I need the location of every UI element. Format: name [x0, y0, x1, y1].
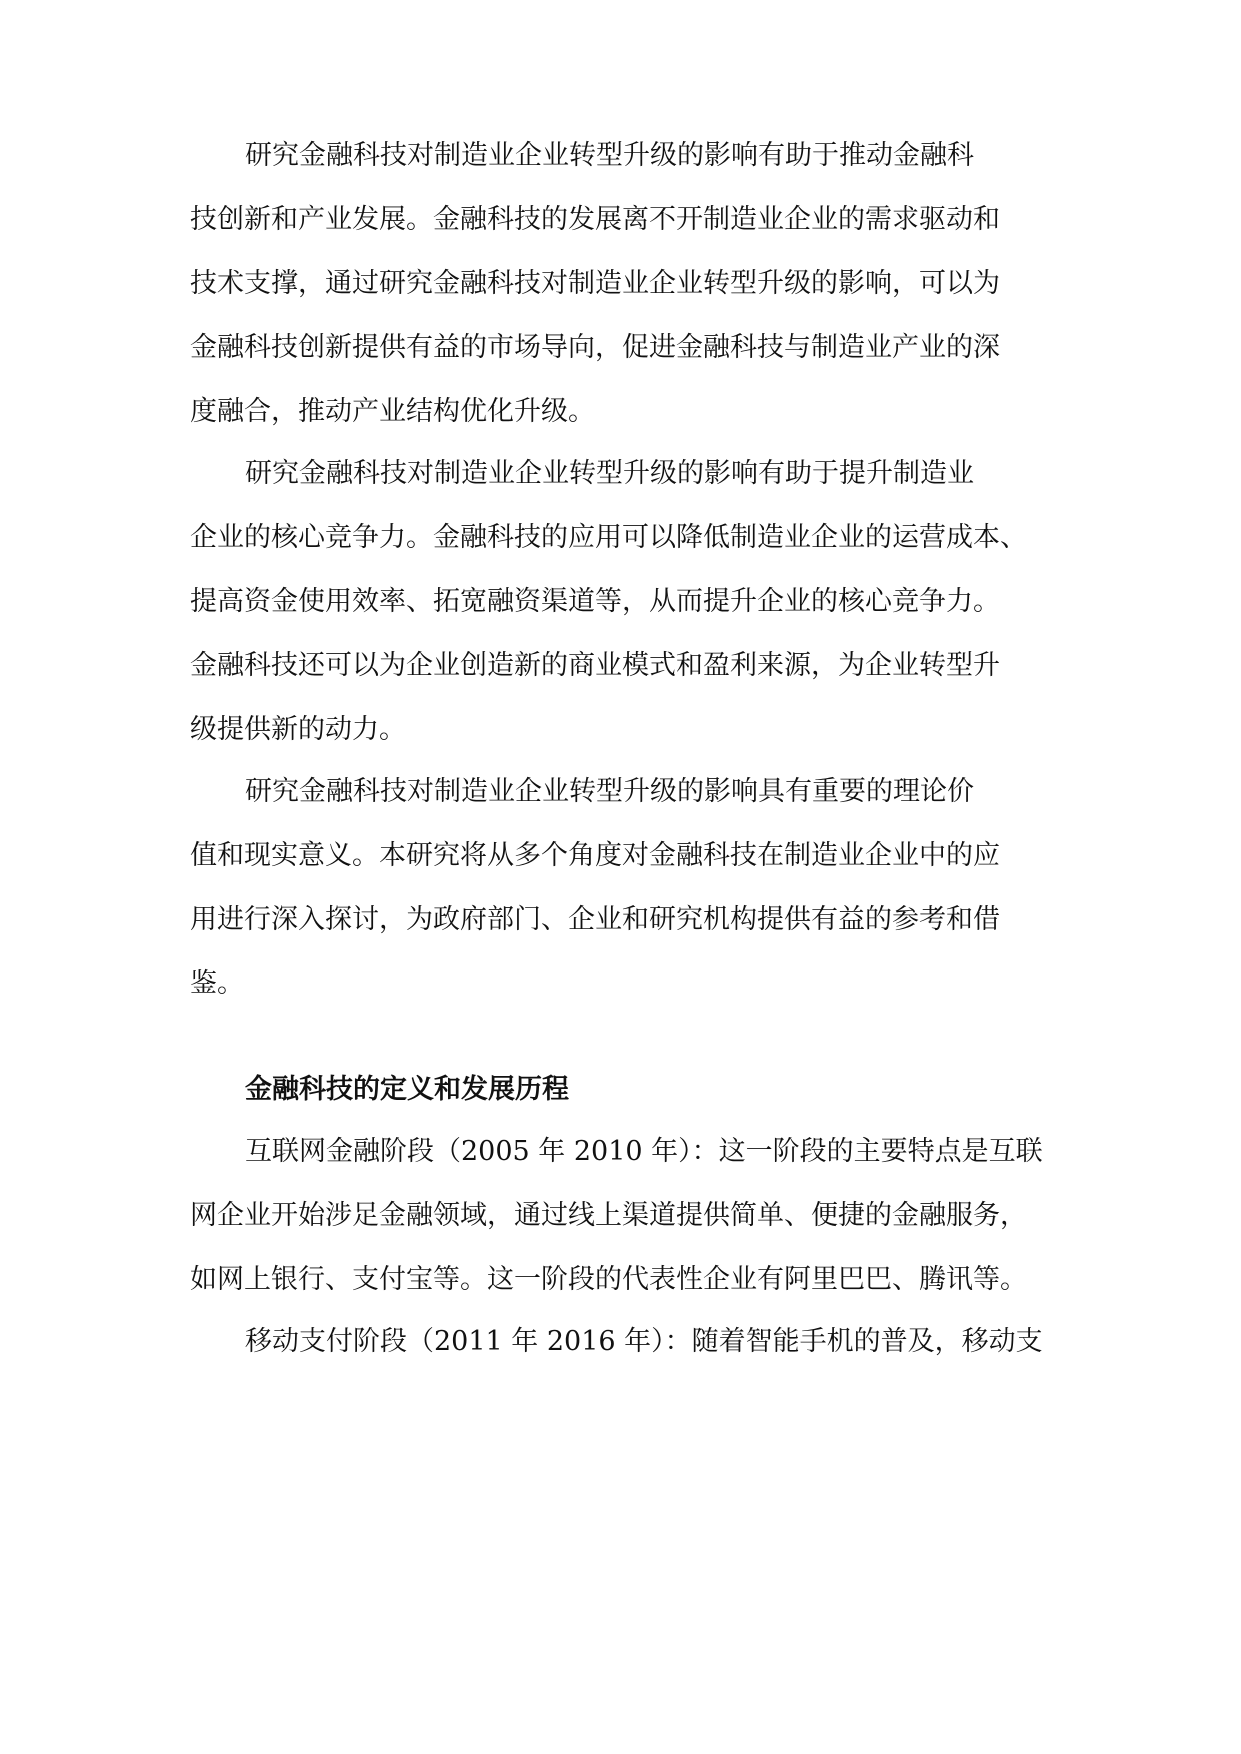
paragraph-line: 网企业开始涉足金融领域，通过线上渠道提供简单、便捷的金融服务，	[190, 1200, 1027, 1231]
paragraph-line: 级提供新的动力。	[190, 714, 406, 745]
paragraph-line: 互联网金融阶段（2005 年 2010 年）：这一阶段的主要特点是互联	[245, 1136, 1043, 1167]
section-heading: 金融科技的定义和发展历程	[245, 1074, 569, 1105]
paragraph-line: 企业的核心竞争力。金融科技的应用可以降低制造业企业的运营成本、	[190, 522, 1027, 553]
paragraph-line: 如网上银行、支付宝等。这一阶段的代表性企业有阿里巴巴、腾讯等。	[190, 1264, 1027, 1295]
paragraph-line: 研究金融科技对制造业企业转型升级的影响具有重要的理论价	[245, 776, 974, 807]
paragraph-line: 金融科技创新提供有益的市场导向，促进金融科技与制造业产业的深	[190, 332, 1000, 363]
paragraph-line: 度融合，推动产业结构优化升级。	[190, 396, 595, 427]
paragraph-line: 技术支撑，通过研究金融科技对制造业企业转型升级的影响，可以为	[190, 268, 1000, 299]
paragraph-line: 值和现实意义。本研究将从多个角度对金融科技在制造业企业中的应	[190, 840, 1000, 871]
paragraph-line: 研究金融科技对制造业企业转型升级的影响有助于提升制造业	[245, 458, 974, 489]
paragraph-line: 技创新和产业发展。金融科技的发展离不开制造业企业的需求驱动和	[190, 204, 1000, 235]
paragraph-line: 提高资金使用效率、拓宽融资渠道等，从而提升企业的核心竞争力。	[190, 586, 1000, 617]
paragraph-line: 鉴。	[190, 968, 244, 999]
paragraph-line: 金融科技还可以为企业创造新的商业模式和盈利来源，为企业转型升	[190, 650, 1000, 681]
paragraph-line: 用进行深入探讨，为政府部门、企业和研究机构提供有益的参考和借	[190, 904, 1000, 935]
paragraph-line: 移动支付阶段（2011 年 2016 年）：随着智能手机的普及，移动支	[245, 1326, 1043, 1357]
paragraph-line: 研究金融科技对制造业企业转型升级的影响有助于推动金融科	[245, 140, 974, 171]
